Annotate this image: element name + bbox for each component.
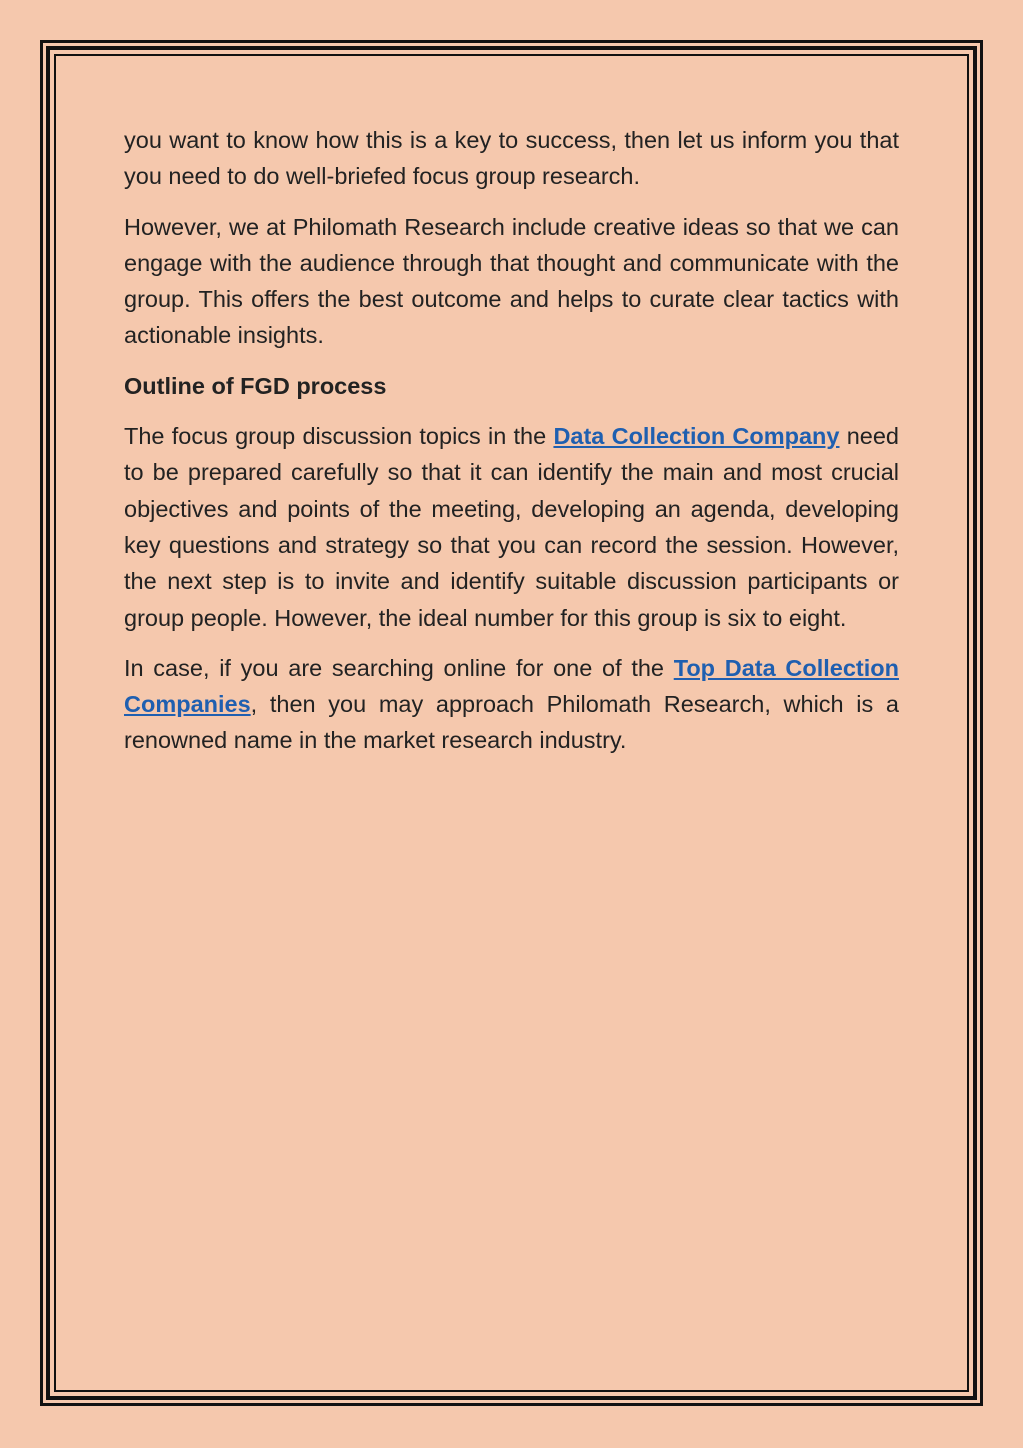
paragraph-closing-text-before: In case, if you are searching online for one of the — [124, 654, 674, 681]
paragraph-fgd-text-before: The focus group discussion topics in the — [124, 423, 554, 450]
paragraph-philomath: However, we at Philomath Research include creative ideas so that we can engage with the audience through that thought and communicate with the group. This offers the best outcome and helps to curate clear tactics with actionable insights. — [124, 213, 899, 349]
paragraph-closing — [124, 650, 899, 759]
document-body — [124, 122, 899, 773]
section-heading: Outline of FGD process — [124, 372, 387, 399]
top-data-collection-companies-link[interactable]: Top Data Collection Companies — [124, 654, 899, 718]
paragraph-intro: you want to know how this is a key to success, then let us inform you that you need to do well-briefed focus group research. — [124, 127, 899, 190]
paragraph-fgd-text-after: need to be prepared carefully so that it can identify the main and most crucial objectives and points of the meeting, developing an agenda, developing key questions and strategy so that you can record the session. However, the next step is to invite and identify suitable discussion participants or group people. However, the ideal number for this group is six to eight. — [124, 423, 900, 631]
data-collection-company-link[interactable]: Data Collection Company — [553, 423, 840, 450]
paragraph-closing-text-after: , then you may approach Philomath Research, which is a renowned name in the market research industry. — [124, 691, 899, 754]
paragraph-fgd — [124, 418, 899, 636]
